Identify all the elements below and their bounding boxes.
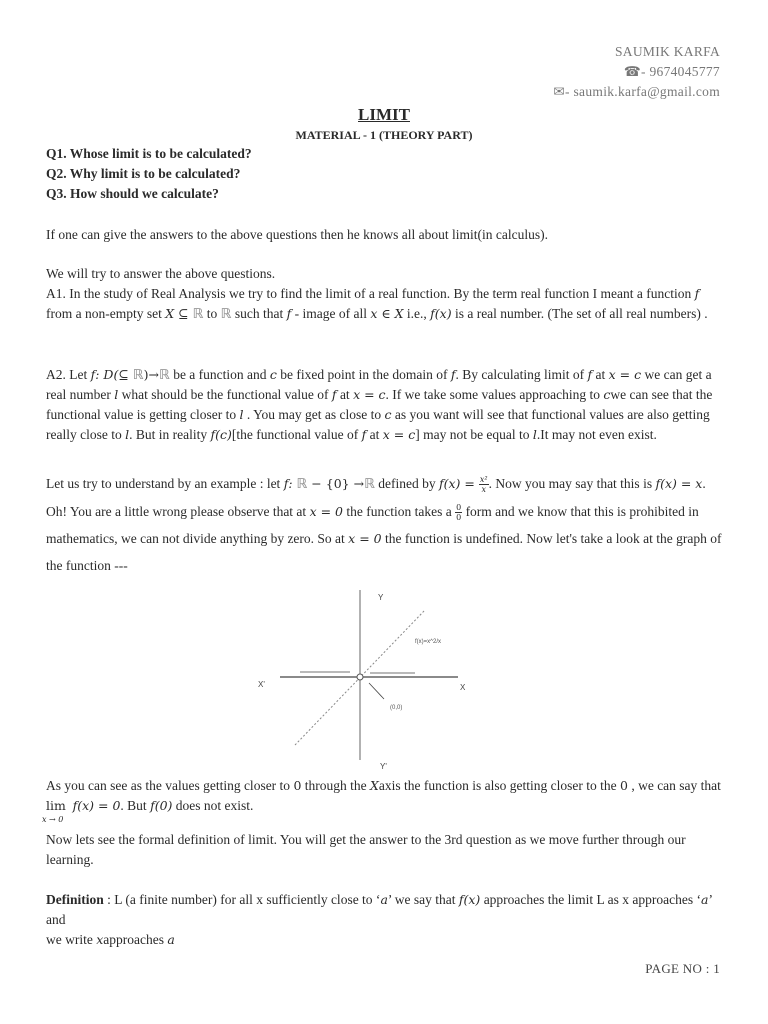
phone-line [624, 64, 720, 80]
x-label: X [460, 683, 466, 692]
author-name: SAUMIK KARFA [615, 44, 720, 59]
phone-number: - 9674045777 [641, 64, 720, 79]
intro-paragraph: If one can give the answers to the above questions then he knows all about limit(in calculus). [46, 227, 548, 242]
definition-label: Definition [46, 892, 104, 907]
definition-paragraph: Definition : L (a finite number) for all x sufficiently close to ‘𝑎’ we say that 𝑓(𝑥) approaches the limit L as x approaches ‘𝑎’ and we write 𝑥approaches 𝑎 [46, 892, 712, 947]
arrow-to-origin [369, 683, 384, 699]
answer-1-paragraph: A1. In the study of Real Analysis we try to find the limit of a real function. By the term real function I meant a function 𝑓 from a non-empty set 𝑋 ⊆ ℝ to ℝ such that 𝑓 - image of all 𝑥 ∈ 𝑋 i.e., 𝑓(𝑥) is a real number. (The set of all real numbers) . [46, 286, 708, 322]
question-2: Q2. Why limit is to be calculated? [46, 166, 241, 181]
answer-2-paragraph: A2. Let 𝑓: 𝐷(⊆ ℝ)→ℝ be a function and 𝑐 be fixed point in the domain of 𝑓. By calculating limit of 𝑓 at 𝑥 = 𝑐 we can get a real number 𝑙 what should be the functional value of 𝑓 at 𝑥 = 𝑐. If we take some values approaching to 𝑐we can see that the functional value is getting closer to 𝑙 . You may get as close to 𝑐 as you want will see that functional values are also getting really close to 𝑙. But in reality 𝑓(𝑐)[the functional value of 𝑓 at 𝑥 = 𝑐] may not be equal to 𝑙.It may not even exist. [46, 367, 713, 442]
fraction-x2-over-x: $\frac{\text{𝑥²}}{\text{𝑥}}$ [479, 475, 488, 495]
email-line [553, 84, 720, 100]
hole-at-origin [357, 674, 363, 680]
page-number: PAGE NO : 1 [645, 961, 720, 976]
example-paragraph: Let us try to understand by an example : let 𝑓: ℝ − {0} →ℝ defined by 𝑓(𝑥) = $\frac{\text{𝑥²}}{\text{𝑥}}$ . Now you may say that this is 𝑓(𝑥) = 𝑥. Oh! You are a little wrong please observe that at 𝑥 = 0 the function takes a $\frac{0}{0}$ form and we know that this is prohibited in mathematics, we can not divide anything by zero. So at 𝑥 = 0 the function is undefined. Now let's take a look at the graph of the function --- [46, 475, 722, 573]
origin-label: (0,0) [390, 705, 403, 711]
page-title: LIMIT [358, 105, 410, 124]
page-subtitle: MATERIAL - 1 (THEORY PART) [295, 128, 473, 142]
phone-icon: ☎ [623, 64, 642, 79]
formal-paragraph: Now lets see the formal definition of limit. You will get the answer to the 3rd question as we move further through our learning. [46, 832, 686, 867]
question-3: Q3. How should we calculate? [46, 186, 219, 201]
x-neg-label: X' [258, 680, 265, 689]
y-neg-label: Y' [380, 762, 387, 771]
limit-observation-paragraph: As you can see as the values getting closer to 0 through the 𝑋axis the function is also getting closer to the 0 , we can say that lim 𝑥 → 0 𝑓(𝑥) = 0. But 𝑓(0) does not exist. [42, 778, 721, 824]
try-paragraph: We will try to answer the above questions. [46, 266, 276, 281]
function-graph [250, 585, 480, 775]
question-1: Q1. Whose limit is to be calculated? [46, 146, 252, 161]
y-label: Y [378, 593, 384, 602]
limit-expression: lim 𝑥 → 0 [42, 798, 66, 824]
fraction-zero-over-zero: $\frac{0}{0}$ [456, 503, 462, 523]
function-label: f(x)=x^2/x [415, 639, 441, 645]
email-icon: ✉ [553, 84, 566, 99]
email-address: - saumik.karfa@gmail.com [565, 84, 720, 99]
